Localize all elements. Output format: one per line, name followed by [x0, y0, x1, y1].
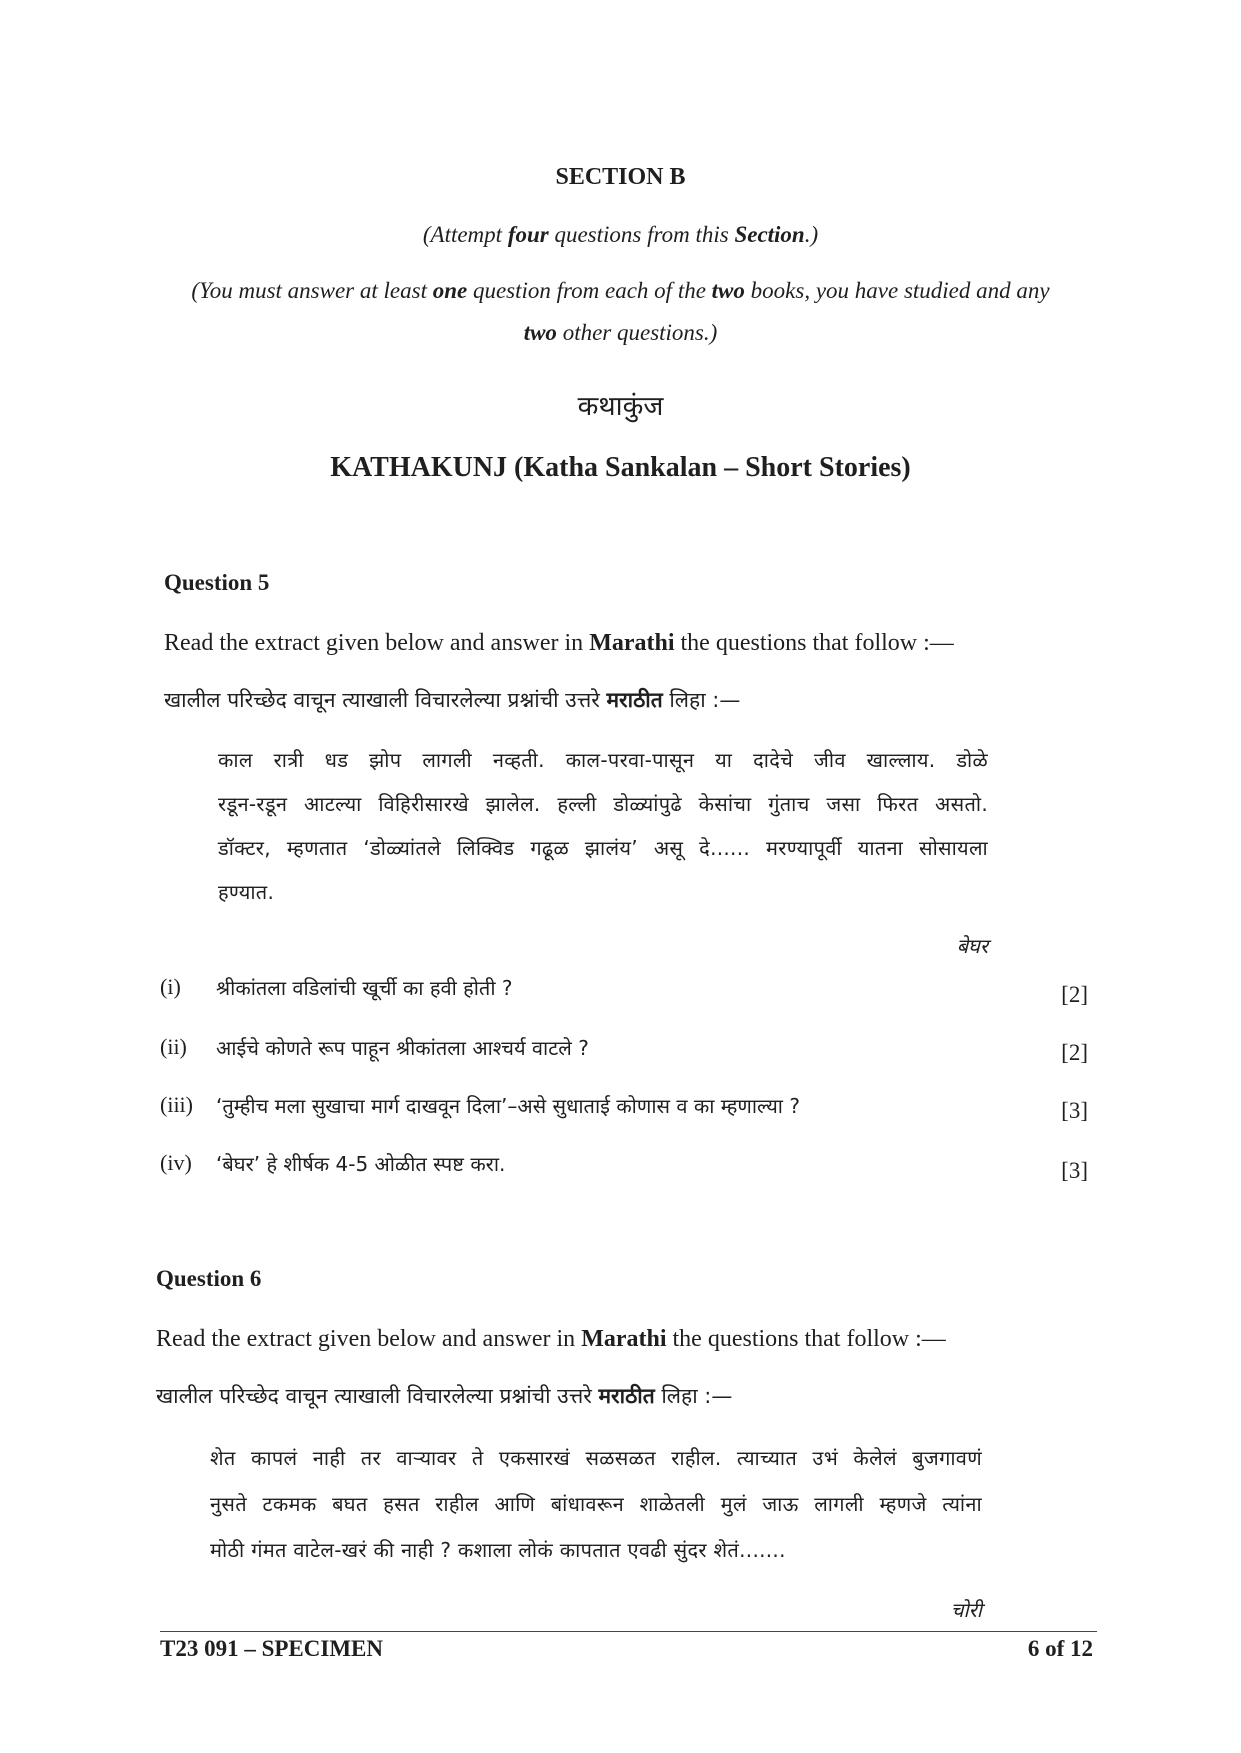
question-6-instruction-en: Read the extract given below and answer in Marathi the questions that follow :— [156, 1326, 946, 1352]
question-5-extract-line: रडून-रडून आटल्या विहिरीसारखे झालेल. हल्ली डोळ्यांपुढे केसांचा गुंताच जसा फिरत असतो. [218, 792, 988, 816]
subquestion-marks: [2] [1061, 1040, 1088, 1065]
book-title: KATHAKUNJ (Katha Sankalan – Short Stories) [330, 452, 911, 483]
question-5-instruction-en: Read the extract given below and answer in Marathi the questions that follow :— [164, 630, 954, 656]
subquestion-text: श्रीकांतला वडिलांची खूर्ची का हवी होती ? [216, 976, 513, 1000]
section-title: SECTION B [555, 164, 686, 190]
subquestion-marks: [2] [1061, 982, 1088, 1007]
subquestion-text: ‘बेघर’ हे शीर्षक 4-5 ओळीत स्पष्ट करा. [216, 1152, 506, 1176]
attempt-instruction: (Attempt four questions from this Section.) [422, 222, 819, 247]
question-6-source: चोरी [950, 1598, 982, 1622]
subquestion-text: ‘तुम्हीच मला सुखाचा मार्ग दाखवून दिला’–असे सुधाताई कोणास व का म्हणाल्या ? [216, 1094, 800, 1118]
question-6-extract-line: नुसते टकमक बघत हसत राहील आणि बांधावरून शाळेतली मुलं जाऊ लागली म्हणजे त्यांना [210, 1492, 982, 1516]
must-answer-instruction: (You must answer at least one question from each of the two books, you have studied and any [191, 278, 1050, 303]
subquestion-marks: [3] [1061, 1098, 1088, 1123]
question-6-extract-line: मोठी गंमत वाटेल-खरं की नाही ? कशाला लोकं कापतात एवढी सुंदर शेतं....... [210, 1538, 786, 1562]
question-5-heading: Question 5 [164, 570, 270, 595]
subquestion-number: (i) [160, 974, 181, 999]
question-6-heading: Question 6 [156, 1266, 262, 1291]
question-5-source: बेघर [956, 934, 988, 958]
question-6-extract-line: शेत कापलं नाही तर वाऱ्यावर ते एकसारखं सळसळत राहील. त्याच्यात उभं केलेलं बुजगावणं [210, 1446, 982, 1470]
question-5-extract-line: काल रात्री धड झोप लागली नव्हती. काल-परवा-पासून या दादेचे जीव खाल्लाय. डोळे [218, 748, 988, 772]
subquestion-number: (iii) [160, 1092, 193, 1117]
question-6-instruction-mr: खालील परिच्छेद वाचून त्याखाली विचारलेल्या प्रश्नांची उत्तरे मराठीत लिहा :— [156, 1384, 733, 1408]
subquestion-marks: [3] [1061, 1158, 1088, 1183]
question-5-extract-line: डॉक्टर, म्हणतात ‘डोळ्यांतले लिक्विड गढूळ झालंय’ असू दे...... मरण्यापूर्वी यातना सोसायला [218, 836, 988, 860]
must-answer-instruction-cont: two other questions.) [523, 320, 718, 345]
footer-paper-code: T23 091 – SPECIMEN [160, 1636, 383, 1661]
subquestion-number: (ii) [160, 1034, 187, 1059]
question-5-extract-line: हण्यात. [218, 880, 275, 904]
book-title-devanagari: कथाकुंज [577, 391, 664, 422]
footer-page-number: 6 of 12 [1027, 1636, 1093, 1661]
footer-rule [160, 1631, 1097, 1632]
subquestion-text: आईचे कोणते रूप पाहून श्रीकांतला आश्चर्य वाटले ? [216, 1036, 589, 1060]
subquestion-number: (iv) [160, 1150, 192, 1175]
question-5-instruction-mr: खालील परिच्छेद वाचून त्याखाली विचारलेल्या प्रश्नांची उत्तरे मराठीत लिहा :— [164, 688, 741, 712]
